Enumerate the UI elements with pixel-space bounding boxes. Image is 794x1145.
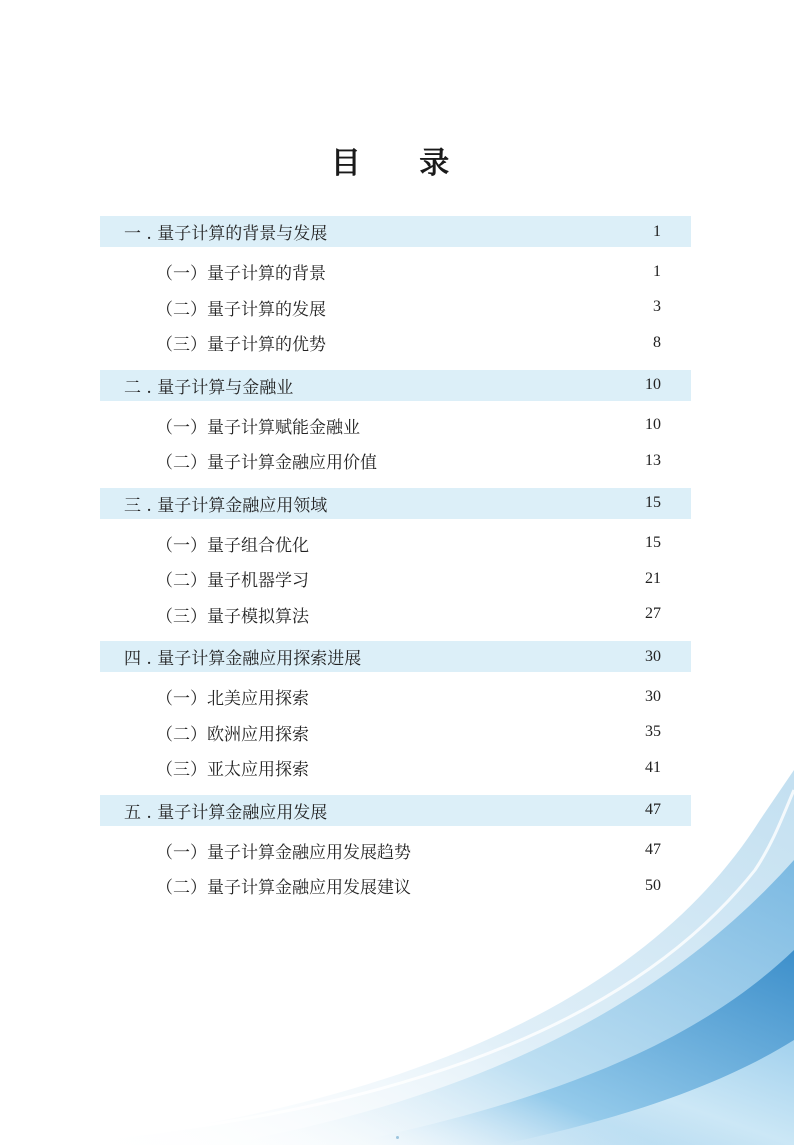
toc-entry[interactable] bbox=[100, 254, 691, 290]
section-heading: 一 . 量子计算的背景与发展 bbox=[124, 224, 328, 244]
toc-entry[interactable] bbox=[100, 325, 691, 361]
section-heading-row[interactable] bbox=[100, 795, 691, 826]
section-heading-row[interactable] bbox=[100, 488, 691, 519]
page-number: 41 bbox=[645, 758, 661, 776]
section-heading: 四 . 量子计算金融应用探索进展 bbox=[124, 649, 362, 669]
toc-entry-label: （二）量子计算的发展 bbox=[156, 299, 326, 320]
page-number: 10 bbox=[645, 376, 661, 393]
toc-entry-label: （二）欧洲应用探索 bbox=[156, 724, 309, 745]
toc-entry[interactable] bbox=[100, 526, 691, 562]
page-number: 47 bbox=[645, 841, 661, 859]
toc-entry[interactable] bbox=[100, 833, 691, 869]
toc-entry-label: （一）量子计算赋能金融业 bbox=[156, 417, 360, 438]
toc-section-2 bbox=[100, 370, 691, 479]
toc-entry[interactable] bbox=[100, 408, 691, 444]
toc-entry[interactable] bbox=[100, 290, 691, 326]
toc-entry-label: （二）量子计算金融应用发展建议 bbox=[156, 878, 411, 899]
page-number: 30 bbox=[645, 647, 661, 665]
page-title: 目 录 bbox=[330, 146, 474, 181]
page-number: 15 bbox=[645, 534, 661, 552]
page-number: 10 bbox=[645, 416, 661, 434]
toc-section-3 bbox=[100, 488, 691, 633]
page-number: 13 bbox=[645, 451, 661, 469]
page-number: 47 bbox=[645, 801, 661, 818]
toc-entry-label: （三）量子计算的优势 bbox=[156, 335, 326, 356]
page-number: 35 bbox=[645, 723, 661, 741]
page-number: 1 bbox=[653, 262, 661, 280]
toc-entry-label: （三）量子模拟算法 bbox=[156, 606, 309, 627]
toc-entry[interactable] bbox=[100, 868, 691, 904]
page-number: 27 bbox=[645, 605, 661, 623]
toc-entry[interactable] bbox=[100, 443, 691, 479]
toc-entry-label: （二）量子计算金融应用价值 bbox=[156, 453, 377, 474]
page-number: 30 bbox=[645, 687, 661, 705]
toc-entry[interactable] bbox=[100, 715, 691, 751]
section-heading: 二 . 量子计算与金融业 bbox=[124, 377, 294, 398]
page-number: 3 bbox=[653, 298, 661, 316]
page-number: 1 bbox=[653, 222, 661, 240]
toc-entry[interactable] bbox=[100, 561, 691, 597]
page-number: 15 bbox=[645, 494, 661, 511]
section-heading-row[interactable] bbox=[100, 216, 691, 247]
bottom-dot-ornament bbox=[396, 1136, 399, 1139]
toc-entry-label: （三）亚太应用探索 bbox=[156, 760, 309, 781]
section-heading-row[interactable] bbox=[100, 641, 691, 672]
toc-entry-label: （一）量子计算的背景 bbox=[156, 264, 326, 285]
toc-section-4 bbox=[100, 641, 691, 786]
toc-entry[interactable] bbox=[100, 750, 691, 786]
page-number: 8 bbox=[653, 333, 661, 351]
toc-section-1 bbox=[100, 216, 691, 361]
toc-entry-label: （一）北美应用探索 bbox=[156, 689, 309, 710]
section-heading: 五 . 量子计算金融应用发展 bbox=[124, 802, 328, 823]
table-of-contents bbox=[100, 216, 691, 913]
toc-entry[interactable] bbox=[100, 679, 691, 715]
toc-entry-label: （二）量子机器学习 bbox=[156, 571, 309, 592]
toc-entry[interactable] bbox=[100, 597, 691, 633]
toc-entry-label: （一）量子计算金融应用发展趋势 bbox=[156, 842, 411, 863]
section-heading-row[interactable] bbox=[100, 370, 691, 401]
page-number: 21 bbox=[645, 569, 661, 587]
section-heading: 三 . 量子计算金融应用领域 bbox=[124, 495, 328, 516]
page-number: 50 bbox=[645, 876, 661, 894]
toc-entry-label: （一）量子组合优化 bbox=[156, 535, 309, 556]
toc-section-5 bbox=[100, 795, 691, 904]
